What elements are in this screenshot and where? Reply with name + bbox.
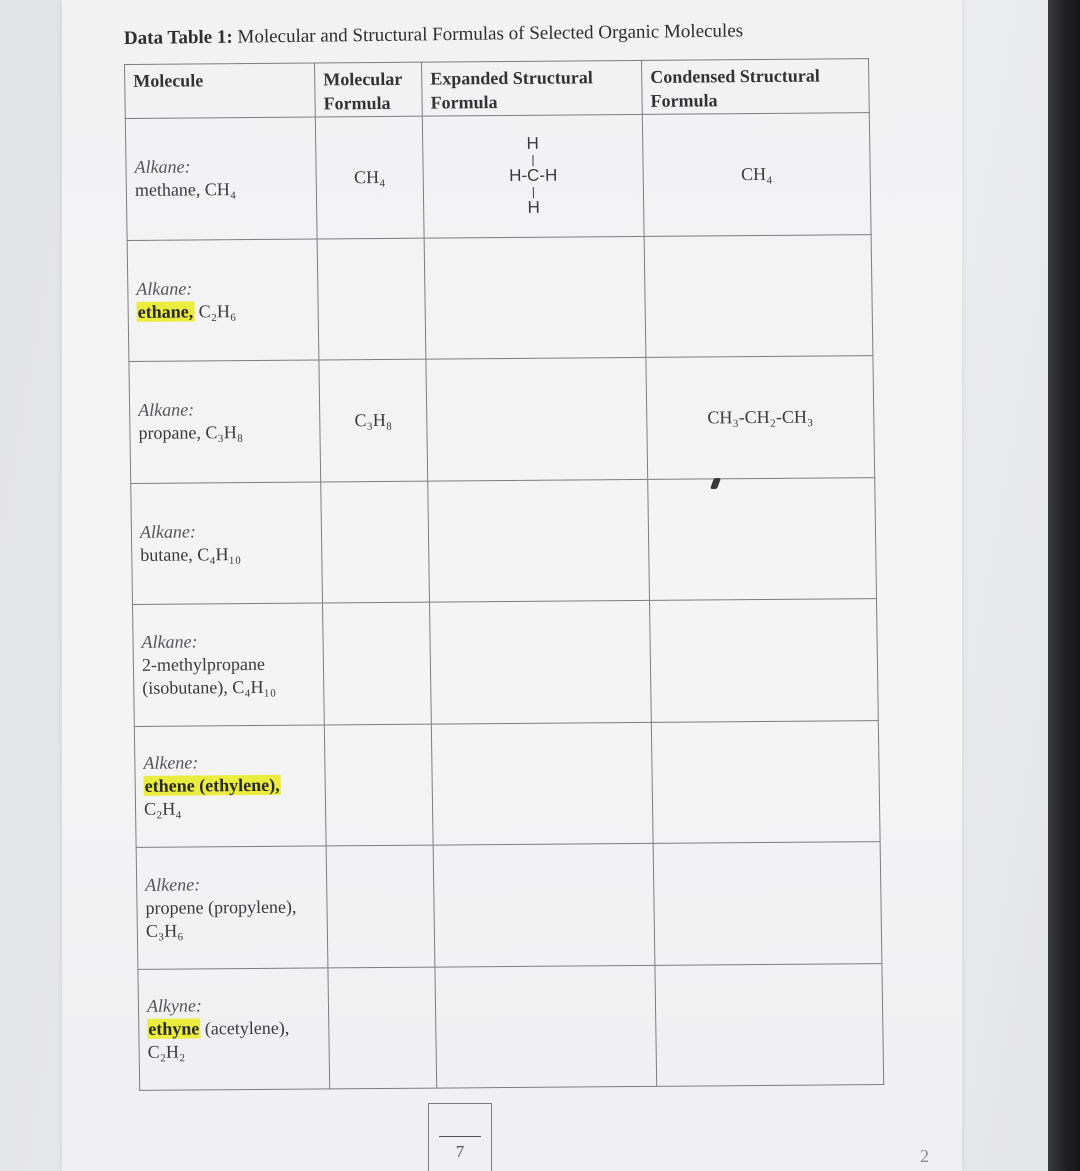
molecule-class: Alkane: <box>134 156 191 178</box>
molecule-name: butane, C₄H₁₀ <box>140 543 242 565</box>
condensed-formula-cell[interactable]: CH₃-CH₂-CH₃ <box>646 356 875 479</box>
corner-number: 2 <box>920 1146 929 1166</box>
molecule-class: Alkane: <box>141 631 198 652</box>
molecule-name-highlighted: ethane, <box>137 301 194 322</box>
table-header-row <box>125 59 870 119</box>
molecule-name: propene (propylene), C₃H₆ <box>145 896 297 941</box>
expanded-formula-cell[interactable] <box>426 357 648 480</box>
expanded-formula-cell[interactable] <box>422 114 644 237</box>
molecule-class: Alkene: <box>145 874 201 895</box>
expanded-formula-cell[interactable] <box>424 236 646 359</box>
molecule-cell <box>129 360 321 483</box>
structure-line: | <box>531 153 535 168</box>
molecule-cell <box>127 238 319 361</box>
molecule-cell <box>136 846 328 969</box>
structure-line: H <box>526 133 539 154</box>
molecular-formula-cell[interactable] <box>326 845 435 967</box>
molecule-name: (acetylene), C₂H₂ <box>147 1017 290 1063</box>
condensed-formula-cell[interactable]: CH₄ <box>642 113 871 236</box>
header-condensed-formula: Condensed Structural Formula <box>641 59 869 115</box>
molecular-formula-cell[interactable]: CH₄ <box>315 116 424 238</box>
molecule-name: C₂H₆ <box>194 300 237 322</box>
table-row <box>136 842 882 969</box>
table-row <box>129 356 875 483</box>
molecule-name-highlighted: ethene (ethylene), <box>144 775 280 797</box>
condensed-formula-cell[interactable] <box>651 720 880 843</box>
expanded-formula-cell[interactable] <box>435 965 657 1088</box>
molecule-cell <box>134 724 326 847</box>
molecule-name: propane, C₃H₈ <box>138 422 244 444</box>
molecule-name: methane, CH₄ <box>134 179 237 201</box>
molecular-formula-cell[interactable] <box>324 724 433 846</box>
expanded-formula-cell[interactable] <box>428 479 650 602</box>
expanded-formula-cell[interactable] <box>430 600 652 723</box>
molecule-class: Alkane: <box>136 278 193 299</box>
condensed-formula-cell[interactable] <box>648 477 877 600</box>
page-number-line <box>439 1136 481 1137</box>
condensed-formula-cell[interactable] <box>655 963 884 1086</box>
molecule-class: Alkane: <box>139 521 197 542</box>
table-row <box>134 720 880 847</box>
molecule-name: C₂H₄ <box>143 798 182 820</box>
data-table-wrapper <box>124 58 883 1090</box>
structure-line: | <box>531 185 536 200</box>
structure-line: H-C-H <box>508 165 558 186</box>
condensed-formula-cell[interactable] <box>653 842 882 965</box>
molecular-formula-cell[interactable] <box>323 602 432 724</box>
molecule-cell <box>131 481 323 604</box>
condensed-formula-cell[interactable] <box>650 599 879 722</box>
page-number-box <box>428 1103 492 1171</box>
molecular-formula-cell[interactable] <box>328 967 437 1089</box>
molecule-cell <box>138 967 330 1090</box>
table-row <box>127 234 873 361</box>
molecule-cell <box>125 117 317 240</box>
molecular-formula-cell[interactable]: C₃H₈ <box>319 359 428 481</box>
molecular-formula-cell[interactable] <box>321 481 430 603</box>
expanded-formula-cell[interactable] <box>431 722 653 845</box>
molecule-cell <box>133 603 325 726</box>
molecule-class: Alkyne: <box>146 995 203 1017</box>
table-row <box>125 113 871 240</box>
structure-line: H <box>527 197 540 218</box>
table-row <box>138 963 884 1090</box>
molecule-class: Alkene: <box>143 752 199 774</box>
data-table <box>124 58 884 1091</box>
table-row <box>133 599 879 726</box>
molecule-name-highlighted: ethyne <box>148 1018 200 1040</box>
header-expanded-formula: Expanded Structural Formula <box>421 60 642 116</box>
table-title-text: Molecular and Structural Formulas of Selected Organic Molecules <box>232 20 744 48</box>
header-molecule: Molecule <box>125 63 316 118</box>
table-body <box>125 113 883 1091</box>
molecular-formula-cell[interactable] <box>317 238 426 360</box>
molecule-class: Alkane: <box>137 399 195 421</box>
expanded-formula-cell[interactable] <box>433 843 655 966</box>
molecule-name: 2-methylpropane (isobutane), C₄H₁₀ <box>141 653 277 698</box>
header-molecular-formula: Molecular Formula <box>315 62 423 117</box>
page-number: 7 <box>455 1142 465 1161</box>
monitor-bezel <box>1048 0 1080 1171</box>
table-title-label: Data Table 1: <box>123 26 233 49</box>
condensed-formula-cell[interactable] <box>644 234 873 357</box>
table-row <box>131 477 877 604</box>
